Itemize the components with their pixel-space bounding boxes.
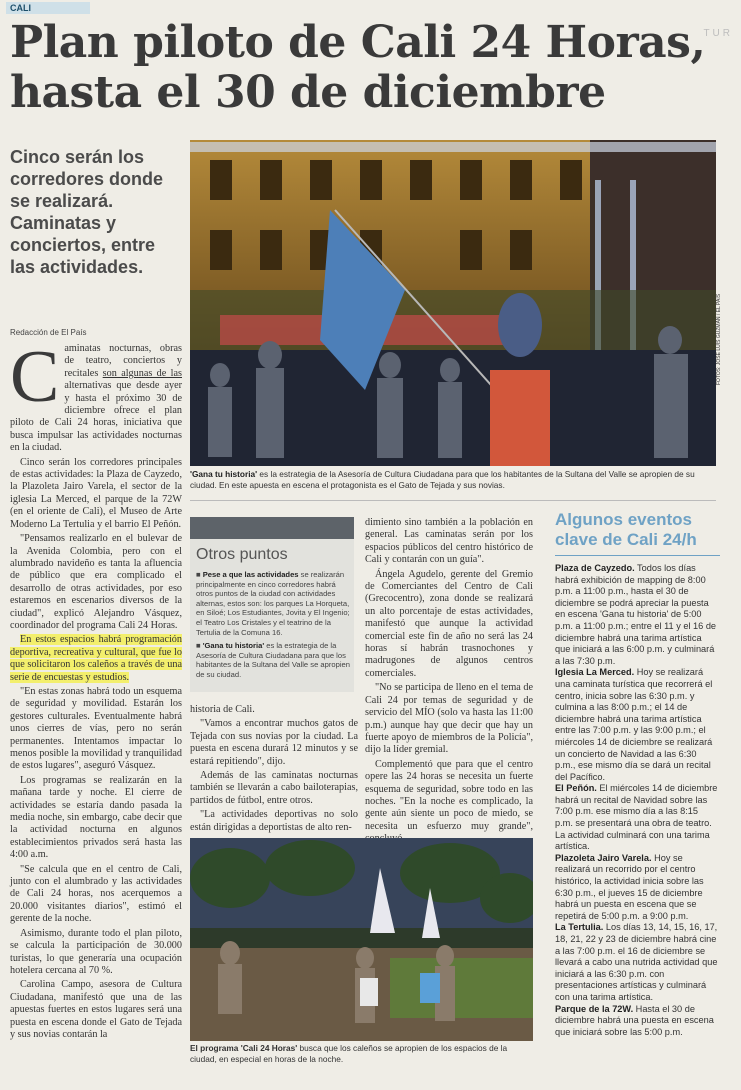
event-item bbox=[555, 922, 718, 1003]
paragraph: Carolina Campo, asesora de Cultura Ciudadana, manifestó que una de las apuestas fuertes en estos lugares será una puesta en escena donde el Gato de Tejada y sus novias contarán la bbox=[10, 979, 182, 1040]
event-item bbox=[555, 563, 718, 667]
ghost-text: TUR bbox=[703, 28, 733, 39]
paragraph: Complementó que para que el centro opere las 24 horas se necesita un fuerte esquema de seguridad, sobre todo en las noches. "En la noche es complicado, la gente aún siente un poco de miedo, se necesita un esfuerzo muy grande", bbox=[365, 758, 533, 832]
paragraph: dimiento sino también a la población en general. Las caminatas serán por los espacios públicos del centro histórico de Cali y contarán con un guía". bbox=[365, 517, 533, 566]
item-text: es la estrategia de la Asesoría de Cultura Ciudadana para que los habitantes de la Sultana del Valle se apropien de su ciudad. bbox=[196, 641, 350, 679]
headline-line-1: Plan piloto de Cali 24 Horas, bbox=[10, 17, 706, 68]
paragraph bbox=[10, 336, 182, 455]
info-box-header-bar bbox=[190, 517, 354, 539]
event-place: Plazoleta Jairo Varela. bbox=[555, 852, 652, 863]
paragraph: "Vamos a encontrar muchos gatos de Tejada con sus novias por la ciudad. La puesta en escena durará 12 minutos y se estará repitiendo", dijo. bbox=[190, 718, 358, 767]
event-item bbox=[555, 667, 718, 783]
info-box-item: ■ 'Gana tu historia' es la estrategia de la Asesoría de Cultura Ciudadana para que los habitantes de la Sultana del Valle se apropien de su ciudad. bbox=[196, 641, 350, 679]
paragraph: "Pensamos realizarlo en el bulevar de la Avenida Colombia, pero con el alumbrado navideño es tanta la afluencia de público que era complicado el desarrollo de otras actividades, por eso estaremos en escenarios diversos de la ciudad", explicó Alejandro Vásquez, coordinador del programa Cali 24 Horas. bbox=[10, 533, 182, 631]
drop-cap: C bbox=[10, 336, 60, 418]
info-box-title: Otros puntos bbox=[196, 546, 288, 563]
event-place: Iglesia La Merced. bbox=[555, 667, 635, 678]
event-text: Todos los días habrá exhibición de mapping de 8:00 p.m. a 11:00 p.m., hasta el 30 de diciembre se podrá apreciar la puesta en escena 'Gana tu historia' de 5:00 p.m. a 11:00 p.m.; entre el 11 y el 16 de diciembre habrá una tarima artística que iniciará a las 6:00 p.m. y culminará a las 7:30 p.m. bbox=[555, 563, 717, 666]
caption-text: busca que los caleños se apropien de los espacios de la ciudad, en especial en horas de la noche. bbox=[190, 1043, 508, 1064]
photo-credit: FOTOS: JOSÉ LUIS GUZMÁN / EL PAÍS bbox=[716, 293, 722, 385]
event-text: Hasta el 30 de diciembre habrá una puesta en escena que iniciará sobre las 5:00 p.m. bbox=[555, 1003, 714, 1037]
paragraph: Asimismo, durante todo el plan piloto, se calcula la participación de 30.000 turistas, lo que generaría una ocupación hotelera cercana al 70 %. bbox=[10, 927, 182, 976]
event-text: Los días 13, 14, 15, 16, 17, 18, 21, 22 y 23 de diciembre habrá cine a las 7:00 p.m. el 16 de diciembre se llevará a cabo una nutrida actividad que iniciará a las 6:30 p.m. con presentaciones artísticas y culminará con una tarima artística. bbox=[555, 922, 718, 1002]
event-item bbox=[555, 853, 718, 923]
article-column-2 bbox=[190, 704, 358, 836]
sidebar-rule bbox=[555, 555, 720, 556]
event-place: Plaza de Cayzedo. bbox=[555, 563, 635, 573]
info-box-item: ■ Pese a que las actividades se realizarán principalmente en cinco corredores habrá otros puntos de la ciudad con actividades alternas, estos son: los parques La Horqueta, en Siloé; Los Estudiantes, Jovita y El Ingenio; el Teatro Los Cristales y el teatrino de la Tertulia de la Comuna 16. bbox=[196, 570, 350, 637]
article-column-3 bbox=[365, 517, 533, 848]
paragraph: "La actividades deportivas no solo están dirigidas a deportistas de alto ren- bbox=[190, 809, 358, 833]
paragraph: Ángela Agudelo, gerente del Gremio de Comerciantes del Centro de Cali (Grecocentro), zona donde se realizará un alto porcentaje de estas actividades, manifestó que aunque la actividad comercial este fin de año no será las 24 horas sí habrán trasnochones y madrugones de algunos centros comerciales. bbox=[365, 568, 533, 679]
caption-lead: El programa 'Cali 24 Horas' bbox=[190, 1043, 298, 1053]
event-item bbox=[555, 783, 718, 853]
event-text: Hoy se realizará un recorrido por el centro histórico, la actividad inicia sobre las 6:30 p.m., el jueves 15 de diciembre habrá un puesta en escena que se repetirá de 5:00 p.m. a 9:00 p.m. bbox=[555, 852, 704, 921]
park-photo bbox=[190, 838, 533, 1041]
highlighted-text: En estos espacios habrá programación deportiva, recreativa y cultural, que fue lo que solicitaron los caleños a través de una serie de encuestas y estudios. bbox=[10, 634, 182, 683]
item-lead: 'Gana tu historia' bbox=[202, 641, 265, 651]
paragraph: Además de las caminatas nocturnas también se llevarán a cabo bailoterapias, partidos de fútbol, entre otros. bbox=[190, 770, 358, 806]
info-box-items bbox=[196, 570, 350, 684]
byline: Redacción de El País bbox=[10, 328, 87, 337]
divider bbox=[190, 500, 716, 501]
article-column-1 bbox=[10, 336, 182, 1043]
night-stage-photo bbox=[190, 140, 716, 466]
secondary-photo bbox=[190, 838, 533, 1041]
paragraph-highlighted bbox=[10, 634, 182, 684]
secondary-photo-caption bbox=[190, 1043, 533, 1065]
item-lead: Pese a que las actividades bbox=[202, 570, 299, 579]
paragraph: "Se calcula que en el centro de Cali, junto con el alumbrado y las actividades de Cali 24 horas, nos acerquemos a 20.000 visitantes diarios", estimó el gerente de la noche. bbox=[10, 863, 182, 925]
caption-lead: 'Gana tu historia' bbox=[190, 469, 258, 479]
section-tag: CALI bbox=[6, 2, 90, 14]
paragraph: "No se participa de lleno en el tema de Cali 24 por temas de seguridad y de servicio del MÍO (solo va hasta las 11:00 p.m.) aunque hay que decir que hay un fuerte apoyo de miembros de la Policía", dijo la líder gremial. bbox=[365, 682, 533, 756]
headline-line-2: hasta el 30 de diciembre bbox=[10, 67, 606, 118]
events-sidebar bbox=[555, 563, 718, 1038]
paragraph: historia de Cali. bbox=[190, 704, 255, 715]
event-place: El Peñón. bbox=[555, 783, 597, 794]
item-text: se realizarán principalmente en cinco corredores habrá otros puntos de la ciudad con actividades alternas, estos son: los parques La Horqueta, en Siloé; Los Estudiantes, Jovita y El Ingenio; el Teatro Los Cristales y el teatrino de la Tertulia de la Comuna 16. bbox=[196, 570, 350, 637]
caption-text: es la estrategia de la Asesoría de Cultura Ciudadana para que los habitantes de la Sultana del Valle se apropien de su ciudad. En este apuesta en escena el protagonista es el Gato de Tejada y sus novias. bbox=[190, 469, 695, 490]
event-item bbox=[555, 1004, 718, 1039]
main-photo bbox=[190, 140, 716, 466]
headline bbox=[10, 18, 730, 118]
main-photo-caption bbox=[190, 469, 716, 491]
deck: Cinco serán los corredores donde se realizará. Caminatas y conciertos, entre las actividades. bbox=[10, 147, 164, 277]
text-run: aminatas nocturnas, obras de teatro, conciertos y recitales bbox=[64, 343, 182, 379]
text-run: alternativas que desde ayer y hasta el próximo 30 de diciembre ofrece el plan piloto de Cali 24 horas, iniciativa que busca impulsar las actividades nocturnas en la ciudad. bbox=[10, 380, 182, 454]
paragraph: "En estas zonas habrá todo un esquema de seguridad y movilidad. Estarán los gestores culturales. Eventualmente habrá unos cierres de vías, pero no serán permanentes. Intentamos impactar lo menos posible la movilidad y tranquilidad de estos lugares", aseguró Vásquez. bbox=[10, 685, 182, 772]
event-text: Hoy se realizará una caminata turística que recorrerá el centro, inicia sobre las 6:30 p.m. y culmina a las 8:00 p.m.; el 14 de diciembre habrá una tarima artística entre las 7:00 p.m. y las 9:00 p.m.; el miércoles 14 de diciembre se realizará un concierto de Navidad a las 6:30 p.m., ese mismo día se dará un recital del Pacífico. bbox=[555, 667, 713, 782]
sidebar-title: Algunos eventos clave de Cali 24/h bbox=[555, 510, 697, 549]
event-place: La Tertulia. bbox=[555, 922, 604, 933]
event-place: Parque de la 72W. bbox=[555, 1003, 634, 1014]
text-run: son algunas de las bbox=[102, 367, 182, 379]
paragraph: Cinco serán los corredores principales de estas actividades: la Plaza de Cayzedo, la Plazoleta Jairo Varela, el sector de la iglesia La Merced, el parque de la 72W (en el oriente de Cali), el Museo de Arte Moderno La Tertulia y el barrio El Peñón. bbox=[10, 456, 182, 530]
paragraph: Los programas se realizarán en la mañana tarde y noche. El cierre de actividades se estaría dando pasada la media noche, sin embargo, cabe decir que la actividad nocturna en algunos establecimientos privados será hasta las 4:00 a.m. bbox=[10, 774, 182, 861]
event-text: El miércoles 14 de diciembre habrá un recital de Navidad sobre las 7:00 p.m. ese mismo día a las 8:15 p.m. se presentará una obra de teatro. La actividad culminará con una tarima artística. bbox=[555, 783, 718, 852]
